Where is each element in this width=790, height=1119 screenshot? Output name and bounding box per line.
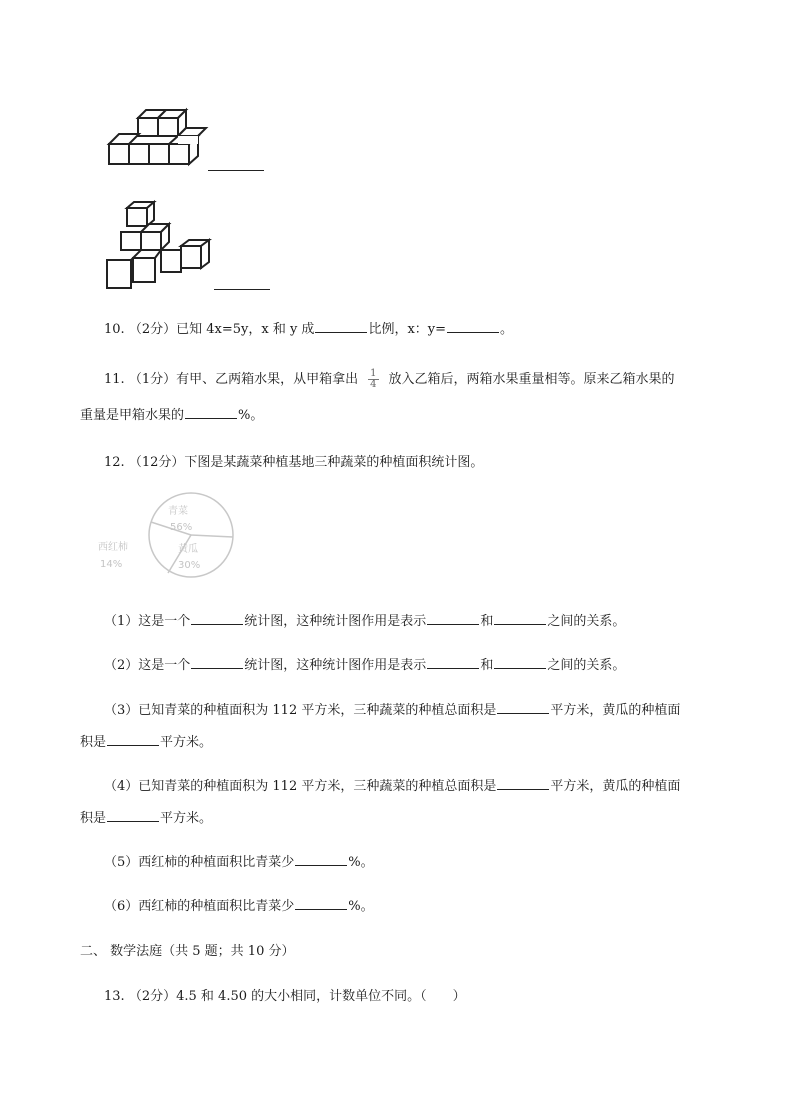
question-text: %。 [238, 408, 264, 423]
section-title: 二、 数学法庭（共 5 题；共 10 分） [80, 944, 295, 959]
subquestion-text: 积是 [80, 735, 107, 750]
subquestion-number: （4） [104, 779, 139, 794]
pie-percent-huanggua: 30% [178, 560, 201, 571]
answer-blank[interactable] [494, 612, 546, 625]
question-number: 11. [104, 372, 125, 387]
answer-blank[interactable] [497, 701, 549, 714]
question-number: 13. [104, 989, 125, 1004]
question-score: （1分） [128, 372, 177, 387]
subquestion-4-line-2 [80, 807, 212, 826]
subquestion-number: （1） [104, 614, 139, 629]
subquestion-number: （6） [104, 899, 139, 914]
answer-blank[interactable] [427, 612, 479, 625]
question-text: 比例，x：y= [368, 322, 447, 337]
subquestion-6 [104, 895, 374, 914]
subquestion-text: 平方米，黄瓜的种植面 [550, 779, 681, 794]
subquestion-5 [104, 851, 374, 870]
subquestion-text: 积是 [80, 811, 107, 826]
cube-figure-2-answer-line[interactable] [214, 289, 270, 290]
question-13 [104, 985, 466, 1004]
subquestion-text: 统计图，这种统计图作用是表示 [244, 658, 427, 673]
question-score: （2分） [128, 989, 177, 1004]
pie-label-qingcai: 青菜 [168, 506, 188, 517]
answer-blank[interactable] [185, 406, 237, 419]
subquestion-text: 平方米。 [160, 735, 213, 750]
pie-percent-xihongshi: 14% [100, 559, 123, 570]
pie-chart [96, 492, 246, 587]
answer-blank[interactable] [427, 656, 479, 669]
answer-blank[interactable] [315, 320, 367, 333]
question-10 [104, 318, 513, 337]
subquestion-text: 西红柿的种植面积比青菜少 [138, 899, 295, 914]
pie-percent-qingcai: 56% [170, 522, 193, 533]
question-score: （12分） [128, 455, 185, 470]
question-text: 放入乙箱后，两箱水果重量相等。原来乙箱水果的 [388, 372, 675, 387]
question-text: 。 [500, 322, 514, 337]
question-number: 10. [104, 322, 125, 337]
question-12 [104, 451, 483, 470]
question-text: 已知 4x=5y，x 和 y 成 [176, 322, 315, 337]
question-text: 重量是甲箱水果的 [80, 408, 185, 423]
subquestion-text: 统计图，这种统计图作用是表示 [244, 614, 427, 629]
subquestion-3 [104, 699, 680, 718]
subquestion-text: %。 [348, 855, 374, 870]
answer-blank[interactable] [295, 897, 347, 910]
subquestion-3-line-2 [80, 731, 212, 750]
subquestion-number: （2） [104, 658, 139, 673]
subquestion-text: 和 [480, 658, 494, 673]
cube-figure-2 [103, 200, 218, 290]
subquestion-text: 这是一个 [138, 614, 191, 629]
question-score: （2分） [128, 322, 177, 337]
pie-label-huanggua: 黄瓜 [178, 544, 198, 555]
subquestion-text: 之间的关系。 [547, 614, 626, 629]
question-11-line-2 [80, 404, 263, 423]
subquestion-4 [104, 775, 680, 794]
answer-blank[interactable] [494, 656, 546, 669]
question-11 [104, 368, 675, 390]
answer-blank[interactable] [191, 612, 243, 625]
fraction [368, 369, 378, 390]
subquestion-number: （3） [104, 703, 139, 718]
answer-blank[interactable] [191, 656, 243, 669]
pie-label-xihongshi: 西红柿 [98, 542, 128, 553]
subquestion-text: 已知青菜的种植面积为 112 平方米，三种蔬菜的种植总面积是 [138, 779, 497, 794]
subquestion-text: 已知青菜的种植面积为 112 平方米，三种蔬菜的种植总面积是 [138, 703, 497, 718]
subquestion-text: %。 [348, 899, 374, 914]
question-text: 有甲、乙两箱水果，从甲箱拿出 [176, 372, 359, 387]
subquestion-text: 之间的关系。 [547, 658, 626, 673]
subquestion-text: 西红柿的种植面积比青菜少 [138, 855, 295, 870]
subquestion-2 [104, 654, 625, 673]
question-number: 12. [104, 455, 125, 470]
subquestion-text: 和 [480, 614, 494, 629]
subquestion-number: （5） [104, 855, 139, 870]
subquestion-text: 这是一个 [138, 658, 191, 673]
answer-blank[interactable] [447, 320, 499, 333]
question-text: 4.5 和 4.50 的大小相同，计数单位不同。（ ） [176, 989, 466, 1004]
subquestion-text: 平方米，黄瓜的种植面 [550, 703, 681, 718]
answer-blank[interactable] [497, 777, 549, 790]
subquestion-1 [104, 610, 625, 629]
fraction-numerator: 1 [370, 368, 377, 379]
answer-blank[interactable] [107, 733, 159, 746]
cube-figure-1-answer-line[interactable] [208, 170, 264, 171]
question-text: 下图是某蔬菜种植基地三种蔬菜的种植面积统计图。 [184, 455, 484, 470]
fraction-denominator: 4 [370, 379, 377, 390]
subquestion-text: 平方米。 [160, 811, 213, 826]
cube-figure-1 [105, 106, 215, 168]
answer-blank[interactable] [107, 809, 159, 822]
answer-blank[interactable] [295, 853, 347, 866]
